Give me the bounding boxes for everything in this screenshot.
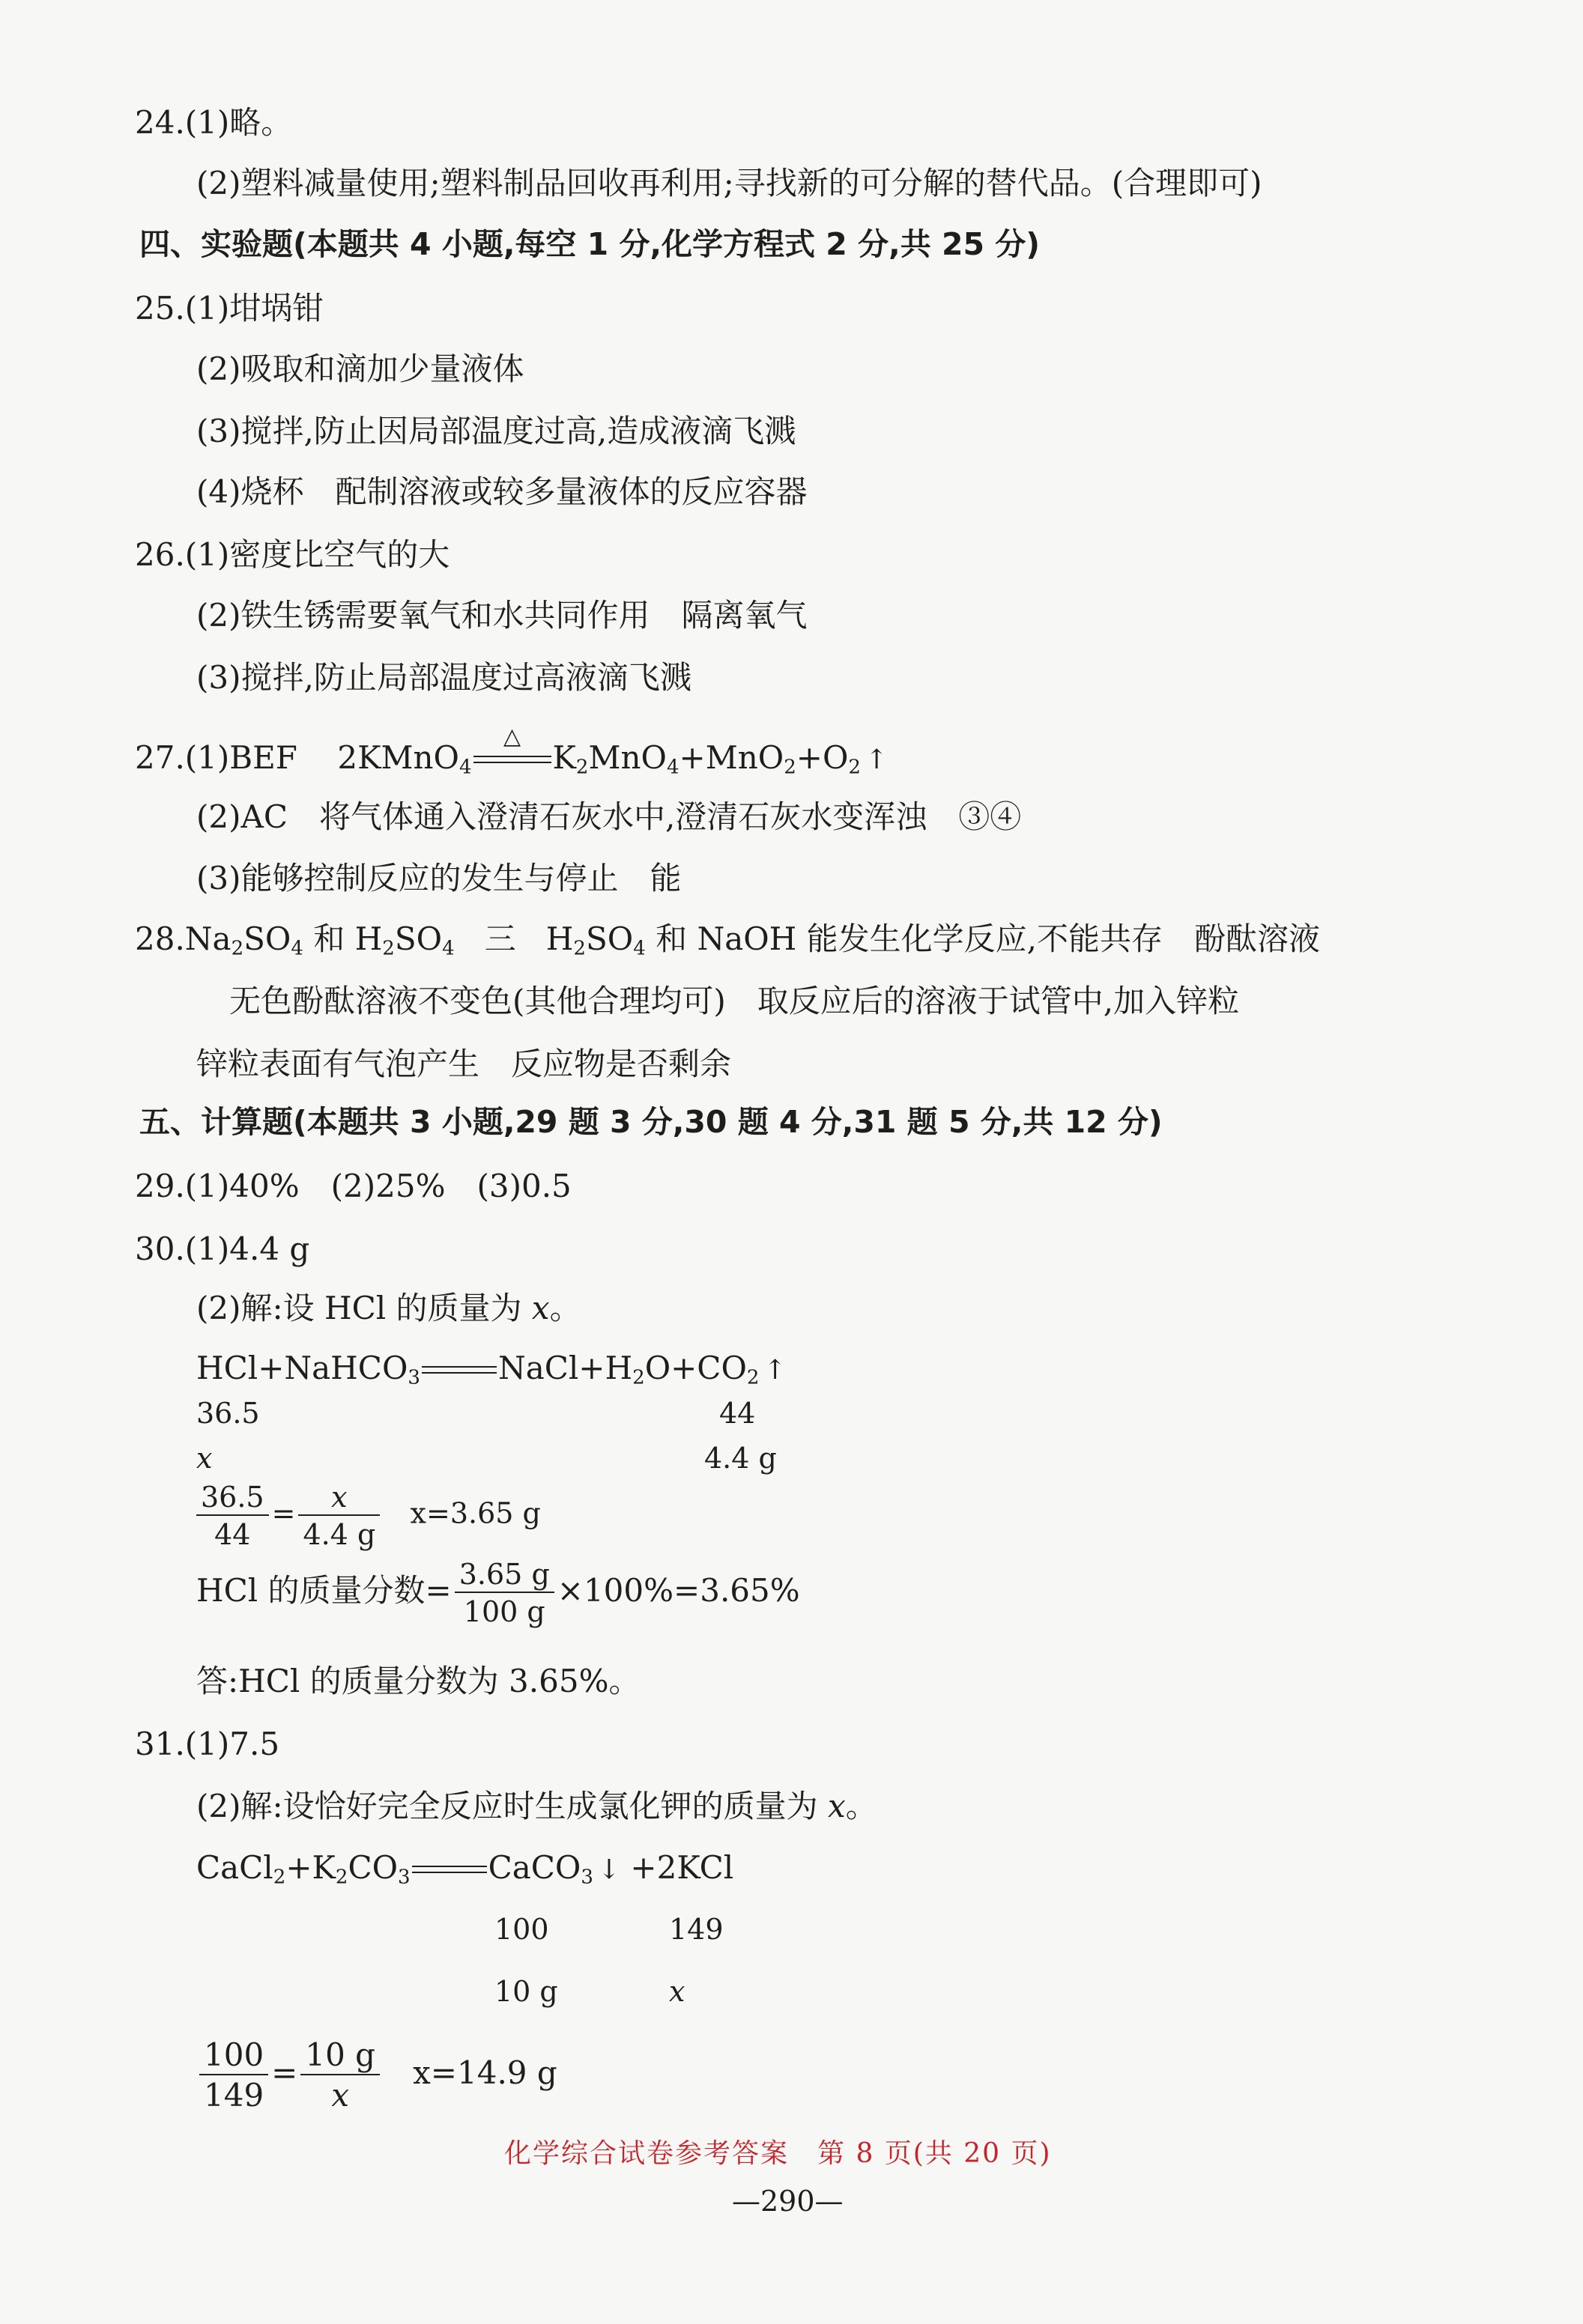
q28-line2: 无色酚酞溶液不变色(其他合理均可) 取反应后的溶液于试管中,加入锌粒: [229, 983, 1240, 1019]
q25-part2: (2)吸取和滴加少量液体: [196, 351, 524, 387]
q30-part1: 30.(1)4.4 g: [135, 1231, 310, 1267]
q26-part1: 26.(1)密度比空气的大: [135, 536, 450, 573]
equals-sign: [412, 1864, 487, 1876]
q25-part1: 25.(1)坩埚钳: [135, 290, 324, 327]
q27-part2: (2)AC 将气体通入澄清石灰水中,澄清石灰水变浑浊 ③④: [196, 798, 1022, 835]
q31-ratio-result: x=14.9 g: [413, 2054, 557, 2091]
q25-part3: (3)搅拌,防止因局部温度过高,造成液滴飞溅: [196, 413, 796, 449]
q27-equation: 2KMnO$_4$ △ $K_2MnO_4+MnO_2+O_2$ ↑: [337, 723, 889, 779]
q27-part1-prefix: 27.(1)BEF: [135, 739, 297, 776]
q31-ratio: $\frac{100}{149}$ = $\frac{10 g}{x}$ x=14.9 g: [196, 2039, 557, 2111]
q30-var-hcl: x: [196, 1442, 213, 1475]
q24-part1: 24.(1)略。: [135, 104, 293, 141]
page-number: —290—: [732, 2185, 844, 2218]
footer-title: 化学综合试卷参考答案 第 8 页(共 20 页): [504, 2138, 1052, 2169]
equals-sign: [422, 1365, 497, 1377]
q31-molar-kcl: 149: [669, 1913, 724, 1946]
q25-part4: (4)烧杯 配制溶液或较多量液体的反应容器: [196, 473, 808, 510]
q30-answer: 答:HCl 的质量分数为 3.65%。: [196, 1663, 641, 1699]
q28-line1: $28.Na_2SO_4$ 和 $H_2SO_4$ 三 $H_2SO_4$ 和 NaOH 能发生化学反应,不能共存 酚酞溶液: [135, 920, 1321, 960]
q31-var-caco3: 10 g: [494, 1975, 558, 2008]
q24-part2: (2)塑料减量使用;塑料制品回收再利用;寻找新的可分解的替代品。(合理即可): [196, 165, 1262, 201]
q30-var-co2: 4.4 g: [704, 1442, 777, 1475]
q29: 29.(1)40% (2)25% (3)0.5: [135, 1168, 572, 1204]
q30-part2: (2)解:设 HCl 的质量为 x。: [196, 1290, 581, 1326]
gas-arrow-icon: ↑: [865, 744, 889, 775]
q30-molar-co2: 44: [719, 1397, 756, 1430]
gas-arrow-icon: ↑: [763, 1355, 787, 1386]
q26-part2: (2)铁生锈需要氧气和水共同作用 隔离氧气: [196, 597, 808, 634]
q31-part2: (2)解:设恰好完全反应时生成氯化钾的质量为 x。: [196, 1788, 877, 1824]
q30-ratio: $\frac{36.5}{44}$ = $\frac{x}{4.4 g}$ x=3.65 g: [193, 1483, 541, 1549]
section-5-heading: 五、计算题(本题共 3 小题,29 题 3 分,30 题 4 分,31 题 5 分,共 12 分): [139, 1104, 1163, 1140]
heating-condition-sign: △: [473, 753, 551, 768]
q31-equation: $CaCl_2+K_2CO_3$ CaCO$_3$ ↓ +2KCl: [196, 1849, 734, 1889]
q30-molar-hcl: 36.5: [196, 1397, 260, 1430]
q31-part1: 31.(1)7.5: [135, 1726, 280, 1762]
q30-mass-fraction: HCl 的质量分数= $\frac{3.65 g}{100 g}$ ×100%=3.65%: [196, 1558, 800, 1628]
q31-molar-caco3: 100: [494, 1913, 549, 1946]
q27-part3: (3)能够控制反应的发生与停止 能: [196, 860, 682, 896]
q31-var-kcl: x: [669, 1975, 685, 2008]
precipitate-arrow-icon: ↓: [597, 1854, 621, 1885]
q30-equation: HCl+NaHCO$_3$ $NaCl+H_2O+CO_2$ ↑: [196, 1350, 787, 1389]
q26-part3: (3)搅拌,防止局部温度过高液滴飞溅: [196, 659, 691, 696]
section-4-heading: 四、实验题(本题共 4 小题,每空 1 分,化学方程式 2 分,共 25 分): [139, 226, 1041, 262]
q28-line3: 锌粒表面有气泡产生 反应物是否剩余: [196, 1046, 732, 1082]
q27-part1: [135, 723, 889, 779]
